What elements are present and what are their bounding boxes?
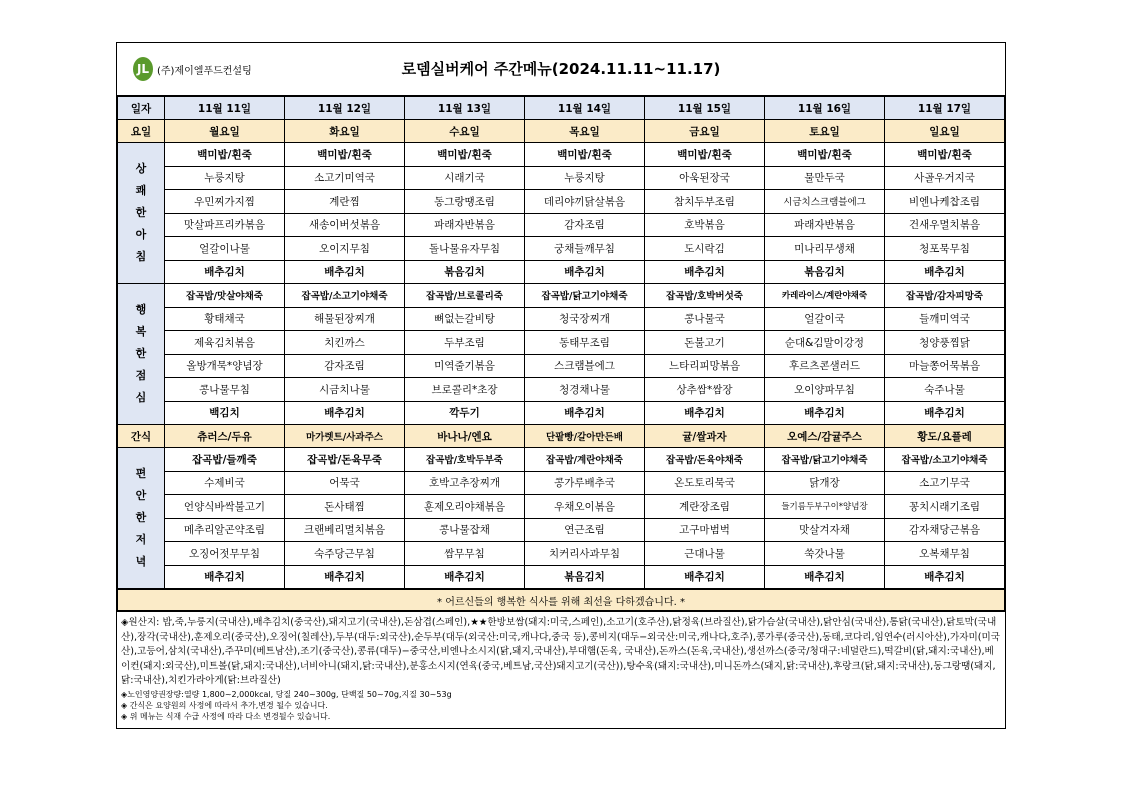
dinner-menu-cell: 잡곡밥/닭고기야채죽 (765, 448, 885, 472)
breakfast-menu-cell: 호박볶음 (645, 213, 765, 237)
snack-cell: 귤/쌀과자 (645, 425, 765, 448)
dinner-row (118, 495, 1005, 519)
dinner-menu-cell: 호박고추장찌개 (405, 471, 525, 495)
dinner-menu-cell: 크랜베리멸치볶음 (285, 518, 405, 542)
date-cell: 11월 17일 (885, 97, 1005, 120)
dinner-label-char: 한 (135, 511, 147, 524)
breakfast-menu-cell: 사골우거지국 (885, 166, 1005, 190)
dinner-menu-cell: 우채오이볶음 (525, 495, 645, 519)
dinner-menu-cell: 수제비국 (165, 471, 285, 495)
snack-cell: 황도/요플레 (885, 425, 1005, 448)
lunch-label-char: 복 (135, 325, 147, 338)
dinner-menu-cell: 꽁치시래기조림 (885, 495, 1005, 519)
lunch-menu-cell: 배추김치 (285, 401, 405, 425)
note-line: ◈노인영양권장량:열량 1,800~2,000kcal, 당질 240~300g, 단백질 50~70g,지질 30~53g (121, 689, 452, 699)
lunch-row (118, 378, 1005, 402)
dinner-menu-cell: 볶음김치 (525, 565, 645, 589)
menu-table (117, 96, 1005, 589)
breakfast-menu-cell: 배추김치 (285, 260, 405, 284)
breakfast-menu-cell: 동그랑땡조림 (405, 190, 525, 214)
breakfast-menu-cell: 파래자반볶음 (765, 213, 885, 237)
dinner-menu-cell: 소고기무국 (885, 471, 1005, 495)
lunch-menu-cell: 돈불고기 (645, 331, 765, 355)
dinner-menu-cell: 쌈무무침 (405, 542, 525, 566)
lunch-row (118, 331, 1005, 355)
dinner-menu-cell: 감자채당근볶음 (885, 518, 1005, 542)
breakfast-menu-cell: 백미밥/흰죽 (285, 143, 405, 167)
breakfast-menu-cell: 백미밥/흰죽 (645, 143, 765, 167)
lunch-menu-cell: 느타리피망볶음 (645, 354, 765, 378)
breakfast-menu-cell: 배추김치 (165, 260, 285, 284)
dinner-menu-cell: 맛살겨자채 (765, 518, 885, 542)
lunch-menu-cell: 스크램블에그 (525, 354, 645, 378)
breakfast-menu-cell: 돌나물유자무침 (405, 237, 525, 261)
lunch-menu-cell: 마늘쫑어묵볶음 (885, 354, 1005, 378)
breakfast-menu-cell: 청포묵무침 (885, 237, 1005, 261)
dinner-menu-cell: 연근조림 (525, 518, 645, 542)
snack-cell: 바나나/엔요 (405, 425, 525, 448)
date-label: 일자 (118, 97, 165, 120)
dinner-menu-cell: 어묵국 (285, 471, 405, 495)
origin-text: ◈원산지: 밥,죽,누룽지(국내산),배추김치(중국산),돼지고기(국내산),돈삼겹(스페인),★★한방보쌈(돼지:미국,스페인),소고기(호주산),닭정육(브라질산),닭가슴살(국내산),닭안심(국내산),통닭(국내산),닭토막(국내산),장각(국내산),훈제오리(중국산),오징어(칠레산),두부(대두:외국산),순두부(대두(외국산:미국,캐나다,중국 등),콩비지(대두−외국산:미국,캐나다,호주),콩가루(중국산),동태,코다리,임연수(러시아산),가자미(미국산),고등어,삼치(국내산),주꾸미(베트남산),조기(중국산),콩류(대두)−중국산,비엔나소시지(닭,돼지,국내산),부대햄(돈육, 국내산),돈까스(돈육,국내산),생선까스(중국/청대구:네덜란드),떡갈비(닭,돼지:국내산),베이컨(돼지:외국산),미트볼(닭,돼지:국내산),너비아니(돼지,닭:국내산),분홍소시지(연육(중국,베트남,국산)돼지고기(국산)),탕수육(돼지:국내산),미니돈까스(돼지,닭:국내산),후랑크(닭,돼지:국내산),동그랑땡(돼지,닭:국내산),치킨가라아게(닭:브라질산) (121, 617, 1001, 686)
lunch-menu-cell: 카레라이스/계란야채죽 (765, 284, 885, 308)
dinner-menu-cell: 온도토리묵국 (645, 471, 765, 495)
breakfast-label-char: 아 (135, 228, 147, 241)
dinner-menu-cell: 오징어젓무무침 (165, 542, 285, 566)
lunch-menu-cell: 브로콜리*초장 (405, 378, 525, 402)
breakfast-menu-cell: 도시락김 (645, 237, 765, 261)
dinner-menu-cell: 배추김치 (645, 565, 765, 589)
origin-info (117, 611, 1005, 728)
breakfast-menu-cell: 백미밥/흰죽 (525, 143, 645, 167)
breakfast-menu-cell: 누룽지탕 (525, 166, 645, 190)
lunch-label-char: 행 (135, 303, 147, 316)
weekday-cell: 월요일 (165, 120, 285, 143)
lunch-menu-cell: 잡곡밥/감자피망죽 (885, 284, 1005, 308)
breakfast-row (118, 237, 1005, 261)
lunch-menu-cell: 잡곡밥/소고기야채죽 (285, 284, 405, 308)
lunch-menu-cell: 뼈없는갈비탕 (405, 307, 525, 331)
breakfast-menu-cell: 계란찜 (285, 190, 405, 214)
dinner-menu-cell: 잡곡밥/소고기야채죽 (885, 448, 1005, 472)
lunch-menu-cell: 오이양파무침 (765, 378, 885, 402)
breakfast-label-char: 상 (135, 162, 147, 175)
lunch-label-char: 한 (135, 347, 147, 360)
menu-sheet (116, 42, 1006, 729)
dinner-menu-cell: 배추김치 (165, 565, 285, 589)
breakfast-menu-cell: 시래기국 (405, 166, 525, 190)
lunch-menu-cell: 얼갈이국 (765, 307, 885, 331)
lunch-menu-cell: 백김치 (165, 401, 285, 425)
lunch-menu-cell: 두부조림 (405, 331, 525, 355)
breakfast-menu-cell: 백미밥/흰죽 (405, 143, 525, 167)
dinner-menu-cell: 돈사태찜 (285, 495, 405, 519)
dinner-menu-cell: 잡곡밥/들깨죽 (165, 448, 285, 472)
lunch-menu-cell: 제육김치볶음 (165, 331, 285, 355)
lunch-menu-cell: 배추김치 (885, 401, 1005, 425)
lunch-row (118, 307, 1005, 331)
breakfast-menu-cell: 누룽지탕 (165, 166, 285, 190)
breakfast-label-char: 한 (135, 206, 147, 219)
weekday-cell: 일요일 (885, 120, 1005, 143)
lunch-menu-cell: 잡곡밥/브로콜리죽 (405, 284, 525, 308)
lunch-menu-cell: 배추김치 (525, 401, 645, 425)
breakfast-row (118, 213, 1005, 237)
dinner-menu-cell: 잡곡밥/호박두부죽 (405, 448, 525, 472)
breakfast-menu-cell: 얼갈이나물 (165, 237, 285, 261)
note-line: ◈ 위 메뉴는 식재 수급 사정에 따라 다소 변경될수 있습니다. (121, 711, 331, 721)
dinner-menu-cell: 콩가루배추국 (525, 471, 645, 495)
sheet-header (117, 43, 1005, 96)
weekday-cell: 수요일 (405, 120, 525, 143)
lunch-menu-cell: 동태무조림 (525, 331, 645, 355)
breakfast-label-char: 쾌 (135, 184, 147, 197)
dinner-row (118, 471, 1005, 495)
breakfast-label-char: 침 (135, 250, 147, 263)
lunch-menu-cell: 치킨까스 (285, 331, 405, 355)
weekday-cell: 토요일 (765, 120, 885, 143)
lunch-row (118, 284, 1005, 308)
weekday-cell: 화요일 (285, 120, 405, 143)
note-line: ◈ 간식은 요양원의 사정에 따라서 추가,변경 될수 있습니다. (121, 700, 328, 710)
dinner-menu-cell: 배추김치 (405, 565, 525, 589)
lunch-label-char: 심 (135, 391, 147, 404)
dinner-menu-cell: 잡곡밥/돈육야채죽 (645, 448, 765, 472)
lunch-menu-cell: 숙주나물 (885, 378, 1005, 402)
breakfast-row (118, 260, 1005, 284)
dinner-menu-cell: 콩나물잡채 (405, 518, 525, 542)
dinner-menu-cell: 언양식바싹불고기 (165, 495, 285, 519)
dinner-menu-cell: 쑥갓나물 (765, 542, 885, 566)
breakfast-menu-cell: 볶음김치 (405, 260, 525, 284)
breakfast-menu-cell: 우민찌가지찜 (165, 190, 285, 214)
lunch-menu-cell: 배추김치 (645, 401, 765, 425)
snack-cell: 단팥빵/갈아만든배 (525, 425, 645, 448)
snack-cell: 츄러스/두유 (165, 425, 285, 448)
date-cell: 11월 16일 (765, 97, 885, 120)
breakfast-menu-cell: 배추김치 (525, 260, 645, 284)
breakfast-menu-cell: 물만두국 (765, 166, 885, 190)
breakfast-menu-cell: 파래자반볶음 (405, 213, 525, 237)
date-cell: 11월 15일 (645, 97, 765, 120)
notice-text: * 어르신들의 행복한 식사를 위해 최선을 다하겠습니다. * (118, 590, 1005, 611)
breakfast-menu-cell: 오이지무침 (285, 237, 405, 261)
snack-label: 간식 (118, 425, 165, 448)
dinner-label-char: 저 (135, 533, 147, 546)
lunch-menu-cell: 잡곡밥/닭고기야채죽 (525, 284, 645, 308)
breakfast-menu-cell: 배추김치 (885, 260, 1005, 284)
breakfast-menu-cell: 새송이버섯볶음 (285, 213, 405, 237)
lunch-menu-cell: 콩나물국 (645, 307, 765, 331)
lunch-menu-cell: 들깨미역국 (885, 307, 1005, 331)
breakfast-menu-cell: 궁채들깨무침 (525, 237, 645, 261)
breakfast-menu-cell: 감자조림 (525, 213, 645, 237)
lunch-menu-cell: 깍두기 (405, 401, 525, 425)
lunch-menu-cell: 청국장찌개 (525, 307, 645, 331)
lunch-menu-cell: 배추김치 (765, 401, 885, 425)
breakfast-menu-cell: 백미밥/흰죽 (885, 143, 1005, 167)
snack-cell: 마가렛트/사과주스 (285, 425, 405, 448)
breakfast-row (118, 190, 1005, 214)
dinner-row (118, 518, 1005, 542)
date-cell: 11월 12일 (285, 97, 405, 120)
breakfast-row (118, 166, 1005, 190)
menu-title: 로뎀실버케어 주간메뉴(2024.11.11~11.17) (401, 60, 721, 78)
lunch-menu-cell: 상추쌈*쌈장 (645, 378, 765, 402)
date-cell: 11월 13일 (405, 97, 525, 120)
dinner-menu-cell: 잡곡밥/계란야채죽 (525, 448, 645, 472)
dinner-row (118, 542, 1005, 566)
breakfast-menu-cell: 비엔나케찹조림 (885, 190, 1005, 214)
lunch-menu-cell: 후르츠콘샐러드 (765, 354, 885, 378)
breakfast-label (118, 143, 165, 284)
breakfast-menu-cell: 맛살파프리카볶음 (165, 213, 285, 237)
breakfast-menu-cell: 데리야끼닭살볶음 (525, 190, 645, 214)
lunch-menu-cell: 감자조림 (285, 354, 405, 378)
dinner-menu-cell: 오복채무침 (885, 542, 1005, 566)
dinner-row (118, 565, 1005, 589)
lunch-menu-cell: 미역줄기볶음 (405, 354, 525, 378)
dinner-menu-cell: 훈제오리야채볶음 (405, 495, 525, 519)
breakfast-menu-cell: 시금치스크램블에그 (765, 190, 885, 214)
weekday-cell: 목요일 (525, 120, 645, 143)
date-row (118, 97, 1005, 120)
breakfast-menu-cell: 미나리무생채 (765, 237, 885, 261)
breakfast-row (118, 143, 1005, 167)
dinner-menu-cell: 잡곡밥/돈육무죽 (285, 448, 405, 472)
lunch-menu-cell: 올방개묵*양념장 (165, 354, 285, 378)
lunch-row (118, 401, 1005, 425)
snack-cell: 오예스/감귤주스 (765, 425, 885, 448)
breakfast-menu-cell: 볶음김치 (765, 260, 885, 284)
snack-row (118, 425, 1005, 448)
weekday-cell: 금요일 (645, 120, 765, 143)
lunch-menu-cell: 청경채나물 (525, 378, 645, 402)
breakfast-menu-cell: 참치두부조림 (645, 190, 765, 214)
dinner-menu-cell: 숙주당근무침 (285, 542, 405, 566)
dinner-label-char: 녁 (135, 555, 147, 568)
lunch-menu-cell: 잡곡밥/맛살야채죽 (165, 284, 285, 308)
breakfast-menu-cell: 백미밥/흰죽 (165, 143, 285, 167)
breakfast-menu-cell: 건새우멸치볶음 (885, 213, 1005, 237)
dinner-label-char: 안 (135, 489, 147, 502)
logo-mark-icon: JL (133, 57, 153, 81)
lunch-label-char: 점 (135, 369, 147, 382)
lunch-menu-cell: 청양풍찜닭 (885, 331, 1005, 355)
notice-table (117, 589, 1005, 611)
dinner-menu-cell: 배추김치 (765, 565, 885, 589)
dinner-menu-cell: 치커리사과무침 (525, 542, 645, 566)
lunch-menu-cell: 해물된장찌개 (285, 307, 405, 331)
lunch-menu-cell: 순대&김말이강정 (765, 331, 885, 355)
dinner-label (118, 448, 165, 589)
date-cell: 11월 14일 (525, 97, 645, 120)
weekday-row (118, 120, 1005, 143)
dinner-menu-cell: 계란장조림 (645, 495, 765, 519)
breakfast-menu-cell: 소고기미역국 (285, 166, 405, 190)
dinner-menu-cell: 닭개장 (765, 471, 885, 495)
dinner-menu-cell: 고구마범벅 (645, 518, 765, 542)
company-name: (주)제이엘푸드컨설팅 (157, 65, 252, 77)
lunch-menu-cell: 시금치나물 (285, 378, 405, 402)
lunch-menu-cell: 황태채국 (165, 307, 285, 331)
dinner-menu-cell: 배추김치 (885, 565, 1005, 589)
breakfast-menu-cell: 아욱된장국 (645, 166, 765, 190)
lunch-menu-cell: 콩나물무침 (165, 378, 285, 402)
breakfast-menu-cell: 배추김치 (645, 260, 765, 284)
lunch-label (118, 284, 165, 425)
breakfast-menu-cell: 백미밥/흰죽 (765, 143, 885, 167)
dinner-row (118, 448, 1005, 472)
dinner-menu-cell: 배추김치 (285, 565, 405, 589)
dinner-label-char: 편 (135, 467, 147, 480)
lunch-row (118, 354, 1005, 378)
weekday-label: 요일 (118, 120, 165, 143)
dinner-menu-cell: 들기름두부구이*양념장 (765, 495, 885, 519)
lunch-menu-cell: 잡곡밥/호박버섯죽 (645, 284, 765, 308)
date-cell: 11월 11일 (165, 97, 285, 120)
dinner-menu-cell: 메추리알곤약조림 (165, 518, 285, 542)
dinner-menu-cell: 근대나물 (645, 542, 765, 566)
